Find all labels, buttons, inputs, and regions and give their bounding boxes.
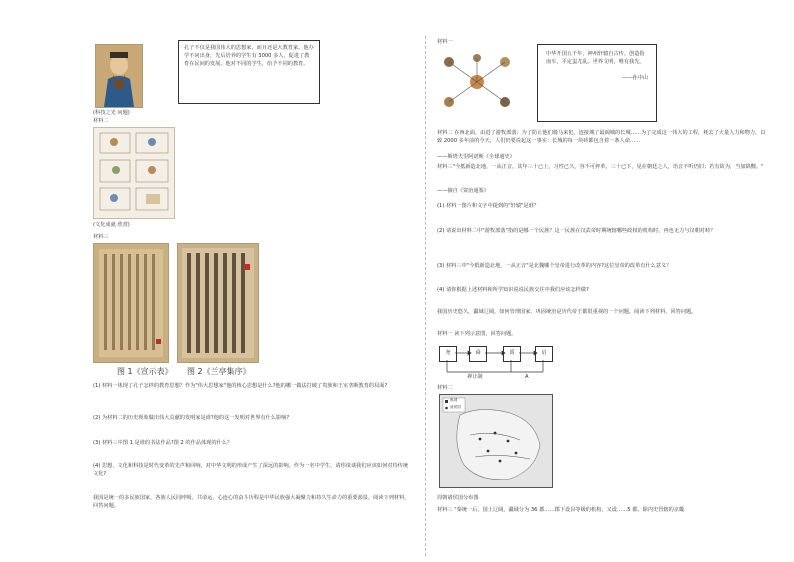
calligraphy-image-2 — [177, 243, 259, 363]
sun-quote-text: 中华开国五千年，神州轩辕自古传。创造指南车，平定蚩尤乱。世界文明，唯有我先。 — [546, 51, 645, 66]
left-question-3: (3) 材料三中图 1 是谁的书法作品?图 2 的作品体现的什么？ — [93, 440, 233, 446]
fig2-caption: 图 2《兰亭集序》 — [187, 367, 251, 376]
right-material2-source: ——斯塔夫里阿诺斯《全球通史》 — [437, 154, 515, 160]
material3-label-left: 材料三 — [93, 234, 109, 240]
material1-label-right: 材料一 — [437, 39, 453, 45]
zhou-feudal-map — [439, 394, 553, 488]
calligraphy-image-1 — [93, 243, 169, 363]
flow-node-yao: 尧 — [439, 346, 457, 362]
map-caption: 周朝诸侯国分布图 — [437, 495, 479, 501]
right-material2b-label: 材料二 — [437, 385, 453, 391]
left-question-1: (1) 材料一体现了孔子怎样的教育思想？作为"伟大思想家"他的核心思想是什么?他的哪一做法打破了贵族和王室垄断教育的局面? — [93, 383, 388, 389]
left-closing-paragraph: 我国是统一的多民族国家，各族人民同呼吸、共命运、心连心的奋斗历程是中华民族强大凝聚力和持久生命力的重要源泉。阅读下列材料，回答问题。 — [93, 495, 410, 510]
flow-node-yu: 禹 — [503, 346, 521, 362]
papermaking-illustration — [93, 127, 175, 219]
right-material3-text: 材料三"今抵新造北地，一从正音。其年三十已上，习性已久，容不可猝革。三十已下，见在朝廷之人，语音不听仍旧；若有故为，当加降黜。" — [437, 164, 764, 170]
flow-arrows — [437, 340, 557, 382]
right-question-1: (1) 材料一图片和文字中提到的"轩辕"是谁？ — [437, 203, 539, 209]
inventions-icons-group — [437, 50, 517, 114]
right-material3-source: ——摘自《资治通鉴》 — [437, 188, 489, 194]
quote-box-sun-yatsen — [537, 44, 657, 122]
right-material1b-label: 材料一 读下列示意图，回答问题。 — [437, 331, 517, 337]
left-question-4: (4) 思想、文化和科技是时代变革的先声和回响，对中华文明的形成产生了深远的影响。作为一名中学生，请你谈谈我们应该如何对待传统文化? — [93, 463, 409, 478]
sun-quote-author: ——孙中山 — [622, 75, 648, 82]
flow-node-shun: 舜 — [469, 346, 487, 362]
caption-confucius: (科技之光 问题) — [93, 110, 130, 116]
caption-culture: (文化成就 欣赏) — [93, 222, 130, 228]
right-material2-text: 材料二 在西北面，由进了游牧部落：为了防止他们骑马来犯，连接城了最阔城的长城……为了完成这一伟大的工程，耗去了大量人力和物力，以致 2000 多年前的今天，人们仍要说起这一事实：长城的每一块砖都包含着一条人命…… — [437, 130, 766, 145]
papermaking-scenes-icon — [94, 128, 174, 218]
right-intro-paragraph: 我国历史悠久，疆域辽阔，如何管理国家、巩固统治是历代帝王都很重视的一个问题。阅读下列材料，回答问题。 — [437, 309, 697, 315]
right-material3b-text: 材料三 "秦统一后，国土辽阔，疆域分为 36 郡……郡下设县等级的机构，又设……5 郡。除内史管辖的京畿 — [437, 507, 685, 513]
fig1-caption: 图 1《宣示表》 — [117, 367, 173, 376]
column-divider — [425, 36, 426, 556]
calligraphy-script-icon — [94, 244, 168, 362]
right-question-3: (3) 材料三中"今抵新造北地，一从正音"是北魏哪个皇帝进行改革的内容?这位皇帝的改革有什么意义？ — [437, 263, 672, 269]
map-legend-capital: 都城 — [450, 398, 458, 402]
confucius-figure-icon — [96, 45, 142, 107]
quote-box-confucius — [178, 40, 320, 104]
quote-text: 孔子不仅是我国伟大的思想家，而且还是大教育家。他办学不问出身，先后培养的学生有 3000 多人，促进了教育在民间的发展。他对不同的学生，给予不同的教育。 — [184, 45, 314, 68]
confucius-portrait — [95, 44, 143, 108]
succession-flow-diagram — [437, 340, 557, 382]
right-question-4: (4) 请你根据上述材料和所学知识说说民族交往中我们应该怎样做? — [437, 287, 589, 293]
flow-label-abdication: 禅让制 — [467, 374, 483, 380]
flow-node-qi: 启 — [535, 346, 553, 362]
orchid-pavilion-script-icon — [178, 244, 258, 362]
huangdi-inventions-diagram — [437, 50, 517, 114]
map-legend-vassal: 诸侯国 — [450, 405, 461, 409]
flow-label-a: A — [525, 374, 529, 380]
material2-label-left: 材料二 — [93, 118, 109, 124]
left-question-2: (2) 为材料二的历史现象做出伟大贡献的发明家是谁?他的这一发明对世界有什么影响? — [93, 415, 290, 421]
right-question-2: (2) 请说出材料二中"游牧部落"指的是哪一个民族？这一民族在汉武帝时期统辖哪些政权的机构时，再也无力与汉朝对峙？ — [437, 228, 716, 234]
